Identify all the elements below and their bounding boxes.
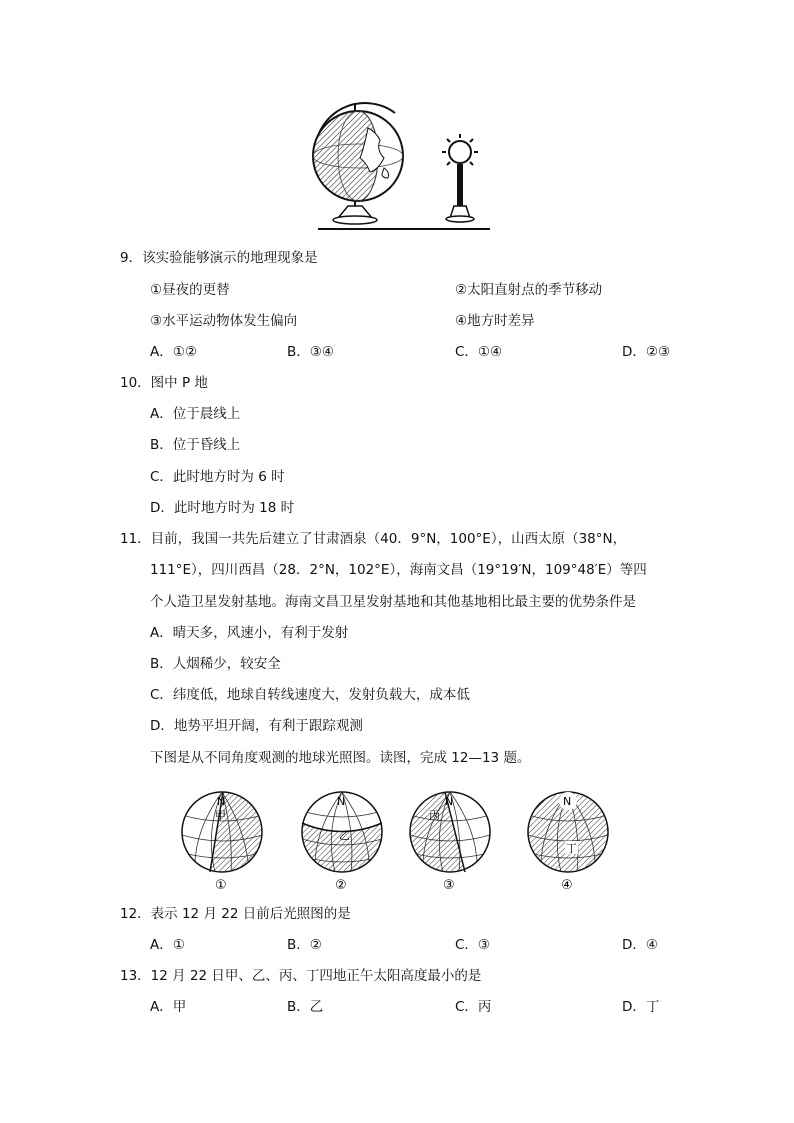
globe-4	[528, 792, 608, 890]
q10-option-d[interactable]: D．此时地方时为 18 时	[150, 500, 295, 516]
q9-item-1: ①昼夜的更替	[150, 282, 230, 298]
globe-on-stand-icon	[313, 103, 403, 224]
q13-option-c[interactable]: C．丙	[455, 999, 492, 1015]
q9-stem: 9．该实验能够演示的地理现象是	[120, 250, 318, 266]
globe-number-4: ④	[561, 878, 573, 890]
q9-option-b[interactable]: B．③④	[287, 344, 334, 360]
q9-option-c[interactable]: C．①④	[455, 344, 503, 360]
globe-number-3: ③	[443, 878, 455, 890]
q12-stem: 12．表示 12 月 22 日前后光照图的是	[120, 906, 351, 922]
globe-3	[410, 792, 490, 890]
q10-stem: 10．图中 P 地	[120, 375, 208, 391]
figure-intro-text: 下图是从不同角度观测的地球光照图。读图，完成 12—13 题。	[150, 750, 531, 766]
globe-number-1: ①	[215, 878, 227, 890]
q13-option-a[interactable]: A．甲	[150, 999, 187, 1015]
q13-option-b[interactable]: B．乙	[287, 999, 324, 1015]
north-label: N	[337, 795, 346, 808]
q12-option-b[interactable]: B．②	[287, 937, 322, 953]
q13-stem: 13．12 月 22 日甲、乙、丙、丁四地正午太阳高度最小的是	[120, 968, 482, 984]
q11-option-c[interactable]: C．纬度低，地球自转线速度大，发射负载大，成本低	[150, 687, 470, 703]
globe-sun-experiment-figure	[300, 98, 500, 236]
north-label: N	[217, 795, 226, 808]
q12-option-d[interactable]: D．④	[622, 937, 658, 953]
globe-2	[302, 792, 382, 890]
q10-option-b[interactable]: B．位于昏线上	[150, 437, 241, 453]
place-label-jia: 甲	[215, 809, 226, 822]
q9-item-4: ④地方时差异	[455, 313, 535, 329]
sun-lamp-icon	[442, 134, 478, 222]
globe-1	[182, 792, 262, 890]
place-label-yi: 乙	[339, 829, 350, 842]
q11-stem-line-1: 11．目前，我国一共先后建立了甘肃酒泉（40．9°N，100°E），山西太原（38°N，	[120, 531, 627, 547]
q10-option-a[interactable]: A．位于晨线上	[150, 406, 241, 422]
q9-item-2: ②太阳直射点的季节移动	[455, 282, 603, 298]
north-label: N	[563, 795, 572, 808]
place-label-bing: 丙	[429, 809, 440, 822]
q9-option-a[interactable]: A．①②	[150, 344, 197, 360]
globe-number-2: ②	[335, 878, 347, 890]
q13-option-d[interactable]: D．丁	[622, 999, 660, 1015]
illumination-globes-figure	[175, 785, 625, 890]
q12-option-c[interactable]: C．③	[455, 937, 491, 953]
q9-option-d[interactable]: D．②③	[622, 344, 671, 360]
q11-option-b[interactable]: B．人烟稀少，较安全	[150, 656, 281, 672]
q10-option-c[interactable]: C．此时地方时为 6 时	[150, 469, 285, 485]
q9-item-3: ③水平运动物体发生偏向	[150, 313, 298, 329]
q12-option-a[interactable]: A．①	[150, 937, 185, 953]
place-label-ding: 丁	[566, 842, 577, 855]
q11-stem-line-3: 个人造卫星发射基地。海南文昌卫星发射基地和其他基地相比最主要的优势条件是	[150, 594, 636, 610]
q11-option-a[interactable]: A．晴天多，风速小，有利于发射	[150, 625, 349, 641]
q11-stem-line-2: 111°E），四川西昌（28．2°N，102°E），海南文昌（19°19′N，109°48′E）等四	[150, 562, 647, 578]
north-label: N	[445, 795, 454, 808]
q11-option-d[interactable]: D．地势平坦开阔，有利于跟踪观测	[150, 718, 363, 734]
